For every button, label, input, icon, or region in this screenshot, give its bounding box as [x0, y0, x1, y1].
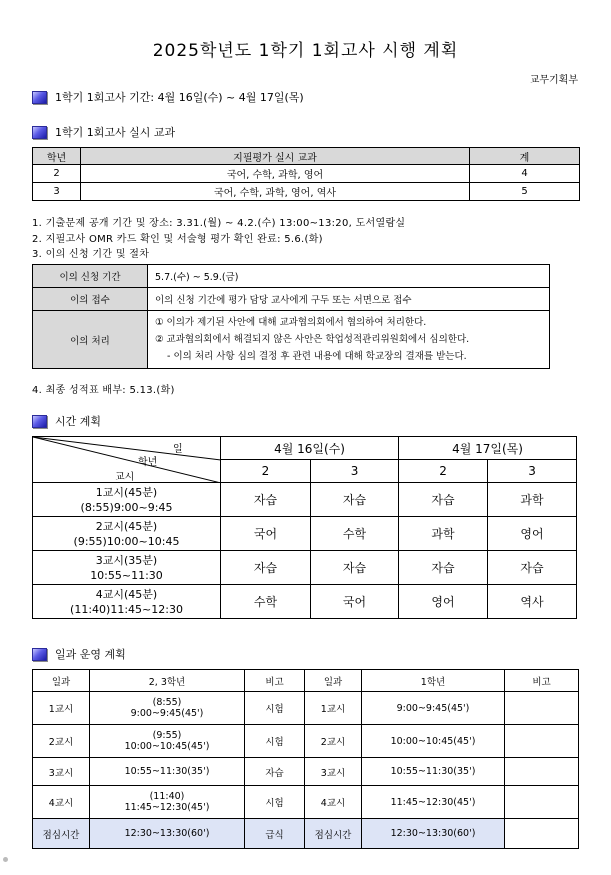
time-cell	[90, 758, 245, 786]
grade-header: 3	[488, 460, 577, 483]
subject-cell: 역사	[488, 585, 577, 619]
table-row	[33, 786, 579, 819]
grade-header: 3	[311, 460, 399, 483]
remark-cell	[505, 725, 579, 758]
table-header: 학년	[33, 148, 81, 165]
process-line: ② 교과협의회에서 해결되지 않은 사안은 학업성적관리위원회에서 심의한다.	[155, 334, 470, 345]
period-cell	[33, 551, 221, 585]
process-line: ① 이의가 제기된 사안에 대해 교과협의회에서 협의하여 처리한다.	[155, 317, 427, 328]
square-bullet-icon	[32, 126, 47, 139]
square-bullet-icon	[32, 415, 47, 428]
subject-cell: 자습	[311, 483, 399, 517]
table-header: 2, 3학년	[90, 670, 245, 692]
remark-cell	[505, 819, 579, 849]
subject-cell: 수학	[311, 517, 399, 551]
period-cell: 2교시	[33, 725, 90, 758]
schedule-corner-cell	[33, 437, 221, 483]
remark-cell	[505, 758, 579, 786]
time-cell: 10:55~11:30(35')	[362, 758, 505, 786]
period-time: (11:40)11:45~12:30	[70, 602, 183, 616]
subject-cell: 자습	[488, 551, 577, 585]
table-header: 1학년	[362, 670, 505, 692]
period-time: 10:55~11:30	[90, 568, 163, 582]
subject-cell: 자습	[399, 551, 488, 585]
note-3: 3. 이의 신청 기간 및 절차	[32, 249, 150, 260]
subject-cell: 국어	[221, 517, 311, 551]
subject-cell: 자습	[221, 483, 311, 517]
table-row	[33, 692, 579, 725]
corner-day: 일	[173, 444, 183, 455]
period-cell: 1교시	[33, 692, 90, 725]
time-start: (11:40)	[149, 791, 185, 802]
day-header: 4월 16일(수)	[221, 437, 399, 460]
period-cell: 4교시	[33, 786, 90, 819]
remark-cell	[505, 786, 579, 819]
subject-cell: 영어	[488, 517, 577, 551]
appeal-receipt-value: 이의 신청 기간에 평가 담당 교사에게 구두 또는 서면으로 접수	[148, 288, 550, 311]
period-name: 3교시(35분)	[95, 553, 158, 567]
section-subjects	[32, 124, 175, 140]
table-header: 계	[470, 148, 580, 165]
period-cell: 4교시	[305, 786, 362, 819]
daily-table	[32, 669, 579, 849]
square-bullet-icon	[32, 648, 47, 661]
margin-dot	[3, 857, 8, 862]
remark-cell: 자습	[245, 758, 305, 786]
time-range: 10:55~11:30(35')	[124, 766, 210, 777]
period-name: 2교시(45분)	[95, 519, 158, 533]
time-start: (9:55)	[152, 730, 182, 741]
remark-cell	[505, 692, 579, 725]
process-line: - 이의 처리 사항 심의 결정 후 관련 내용에 대해 학교장의 결재를 받는다.	[167, 351, 467, 362]
table-row	[33, 819, 579, 849]
table-header: 일과	[305, 670, 362, 692]
time-range: 11:45~12:30(45')	[124, 802, 210, 813]
appeal-process-label: 이의 처리	[33, 311, 148, 369]
appeal-process-value	[148, 311, 550, 369]
period-time: (9:55)10:00~10:45	[73, 534, 180, 548]
table-header: 일과	[33, 670, 90, 692]
table-header: 지필평가 실시 교과	[81, 148, 470, 165]
table-header: 비고	[245, 670, 305, 692]
appeal-receipt-label: 이의 접수	[33, 288, 148, 311]
grade-header: 2	[399, 460, 488, 483]
note-1: 1. 기출문제 공개 기간 및 장소: 3.31.(월) ~ 4.2.(수) 13:00~13:20, 도서열람실	[32, 218, 406, 229]
time-cell: 12:30~13:30(60')	[362, 819, 505, 849]
time-cell: 9:00~9:45(45')	[362, 692, 505, 725]
table-row	[33, 517, 577, 551]
page-title: 2025학년도 1학기 1회고사 시행 계획	[152, 41, 459, 61]
remark-cell: 시험	[245, 786, 305, 819]
time-start: (8:55)	[152, 697, 182, 708]
subject-cell: 영어	[399, 585, 488, 619]
period-cell	[33, 483, 221, 517]
subject-cell: 자습	[311, 551, 399, 585]
period-cell: 1교시	[305, 692, 362, 725]
subject-cell: 수학	[221, 585, 311, 619]
time-cell	[90, 725, 245, 758]
period-cell: 점심시간	[33, 819, 90, 849]
period-cell: 3교시	[305, 758, 362, 786]
subject-cell: 과학	[488, 483, 577, 517]
subject-cell: 자습	[221, 551, 311, 585]
corner-grade: 학년	[138, 457, 158, 468]
note-2: 2. 지필고사 OMR 카드 확인 및 서술형 평가 확인 완료: 5.6.(화)	[32, 234, 323, 245]
section-exam-period	[32, 89, 304, 105]
subject-cell: 국어	[311, 585, 399, 619]
note-4: 4. 최종 성적표 배부: 5.13.(화)	[32, 385, 175, 396]
time-range: 12:30~13:30(60')	[124, 828, 210, 839]
subjects-cell: 국어, 수학, 과학, 영어	[81, 165, 470, 183]
table-header: 비고	[505, 670, 579, 692]
schedule-table	[32, 436, 577, 619]
time-cell: 11:45~12:30(45')	[362, 786, 505, 819]
time-cell	[90, 786, 245, 819]
table-row	[33, 585, 577, 619]
appeal-period-value: 5.7.(수) ~ 5.9.(금)	[148, 265, 550, 288]
table-row	[33, 725, 579, 758]
table-row	[33, 758, 579, 786]
time-range: 9:00~9:45(45')	[130, 708, 204, 719]
square-bullet-icon	[32, 91, 47, 104]
grade-cell: 2	[33, 165, 81, 183]
corner-period: 교시	[115, 472, 135, 483]
grade-header: 2	[221, 460, 311, 483]
time-cell: 10:00~10:45(45')	[362, 725, 505, 758]
count-cell: 4	[470, 165, 580, 183]
section-text: 일과 운영 계획	[55, 648, 126, 661]
period-cell: 2교시	[305, 725, 362, 758]
day-header: 4월 17일(목)	[399, 437, 577, 460]
section-text: 1학기 1회고사 실시 교과	[55, 126, 176, 139]
time-range: 10:00~10:45(45')	[124, 741, 210, 752]
period-name: 4교시(45분)	[95, 587, 158, 601]
grade-cell: 3	[33, 183, 81, 201]
appeal-table	[32, 264, 550, 369]
count-cell: 5	[470, 183, 580, 201]
appeal-period-label: 이의 신청 기간	[33, 265, 148, 288]
period-time: (8:55)9:00~9:45	[80, 500, 173, 514]
period-name: 1교시(45분)	[95, 485, 158, 499]
section-daily-plan	[32, 646, 126, 662]
period-cell	[33, 517, 221, 551]
remark-cell: 시험	[245, 692, 305, 725]
time-cell	[90, 692, 245, 725]
table-row	[33, 183, 580, 201]
subject-cell: 자습	[399, 483, 488, 517]
remark-cell: 시험	[245, 725, 305, 758]
table-row	[33, 483, 577, 517]
table-row	[33, 165, 580, 183]
remark-cell: 급식	[245, 819, 305, 849]
subject-cell: 과학	[399, 517, 488, 551]
subjects-cell: 국어, 수학, 과학, 영어, 역사	[81, 183, 470, 201]
time-cell	[90, 819, 245, 849]
department-label: 교무기획부	[529, 75, 578, 86]
subjects-table	[32, 147, 580, 201]
period-cell: 점심시간	[305, 819, 362, 849]
table-row	[33, 551, 577, 585]
section-text: 시간 계획	[55, 415, 102, 428]
period-cell	[33, 585, 221, 619]
period-cell: 3교시	[33, 758, 90, 786]
section-text: 1학기 1회고사 기간: 4월 16일(수) ~ 4월 17일(목)	[55, 91, 304, 104]
section-time-plan	[32, 413, 101, 429]
